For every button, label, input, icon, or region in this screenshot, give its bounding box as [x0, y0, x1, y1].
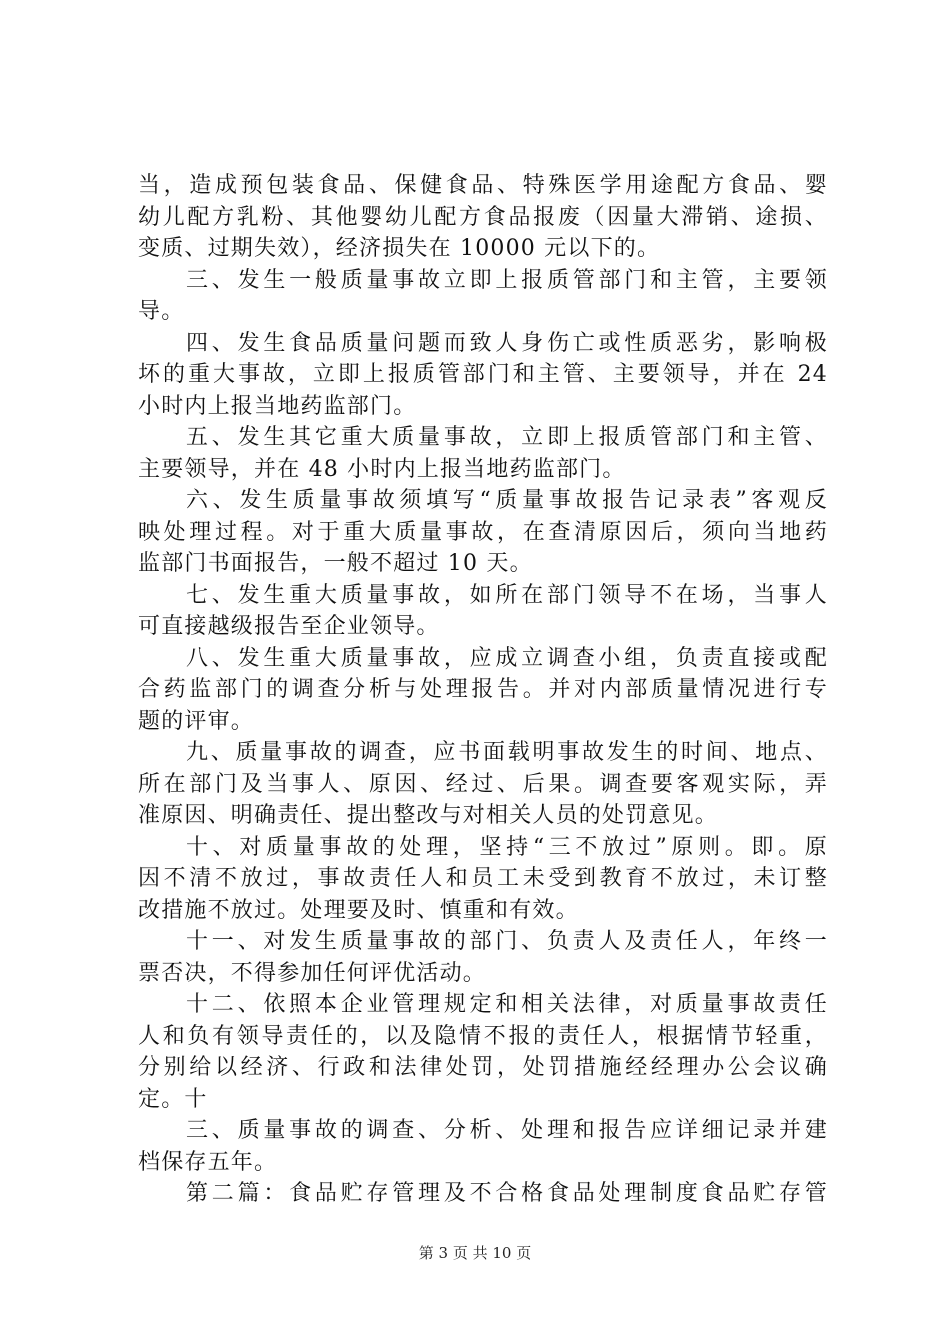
text-line: 所在部门及当事人、原因、经过、后果。调查要客观实际，弄 [138, 771, 828, 797]
paragraph-start-line: 七、发生重大质量事故，如所在部门领导不在场，当事人 [186, 582, 828, 608]
text-line: 导。 [138, 299, 185, 324]
paragraph-start-line: 三、质量事故的调查、分析、处理和报告应详细记录并建 [186, 1118, 828, 1143]
text-line: 改措施不放过。处理要及时、慎重和有效。 [138, 897, 579, 923]
text-line: 坏的重大事故，立即上报质管部门和主管、主要领导，并在 24 [138, 362, 828, 387]
text-line: 档保存五年。 [138, 1149, 278, 1175]
paragraph-start-line: 五、发生其它重大质量事故，立即上报质管部门和主管、 [186, 425, 828, 450]
paragraph-start-line: 十一、对发生质量事故的部门、负责人及责任人，年终一 [186, 929, 828, 954]
text-line: 题的评审。 [138, 708, 255, 734]
paragraph-start-line: 十二、依照本企业管理规定和相关法律，对质量事故责任 [186, 992, 828, 1017]
text-line: 小时内上报当地药监部门。 [138, 393, 417, 419]
paragraph-start-line: 六、发生质量事故须填写“质量事故报告记录表”客观反 [186, 488, 828, 513]
text-line: 可直接越级报告至企业领导。 [138, 614, 440, 639]
text-line: 人和负有领导责任的，以及隐情不报的责任人，根据情节轻重， [138, 1023, 828, 1049]
text-line: 定。十 [138, 1086, 208, 1112]
text-line: 分别给以经济、行政和法律处罚，处罚措施经经理办公会议确 [138, 1055, 828, 1080]
text-line: 当，造成预包装食品、保健食品、特殊医学用途配方食品、婴 [138, 173, 828, 198]
paragraph-start-line: 三、发生一般质量事故立即上报质管部门和主管，主要领 [186, 267, 828, 293]
text-line: 合药监部门的调查分析与处理报告。并对内部质量情况进行专 [138, 677, 828, 702]
page-number-footer: 第 3 页 共 10 页 [418, 1244, 532, 1262]
text-line: 变质、过期失效），经济损失在 10000 元以下的。 [138, 236, 661, 261]
text-line: 票否决，不得参加任何评优活动。 [138, 960, 487, 986]
text-line: 映处理过程。对于重大质量事故，在查清原因后，须向当地药 [138, 519, 828, 545]
section-heading-line: 第二篇：食品贮存管理及不合格食品处理制度食品贮存管 [186, 1181, 828, 1206]
paragraph-start-line: 八、发生重大质量事故，应成立调查小组，负责直接或配 [186, 645, 828, 671]
text-line: 监部门书面报告，一般不超过 10 天。 [138, 551, 533, 576]
text-line: 主要领导，并在 48 小时内上报当地药监部门。 [138, 456, 626, 482]
paragraph-start-line: 十、对质量事故的处理，坚持“三不放过”原则。即。原 [186, 834, 828, 860]
text-line: 准原因、明确责任、提出整改与对相关人员的处罚意见。 [138, 803, 719, 828]
text-line: 因不清不放过，事故责任人和员工未受到教育不放过，未订整 [138, 866, 828, 891]
text-line: 幼儿配方乳粉、其他婴幼儿配方食品报废（因量大滞销、途损、 [138, 204, 828, 230]
document-body [138, 170, 828, 1210]
paragraph-start-line: 九、质量事故的调查，应书面载明事故发生的时间、地点、 [186, 740, 828, 765]
paragraph-start-line: 四、发生食品质量问题而致人身伤亡或性质恶劣，影响极 [186, 330, 828, 356]
